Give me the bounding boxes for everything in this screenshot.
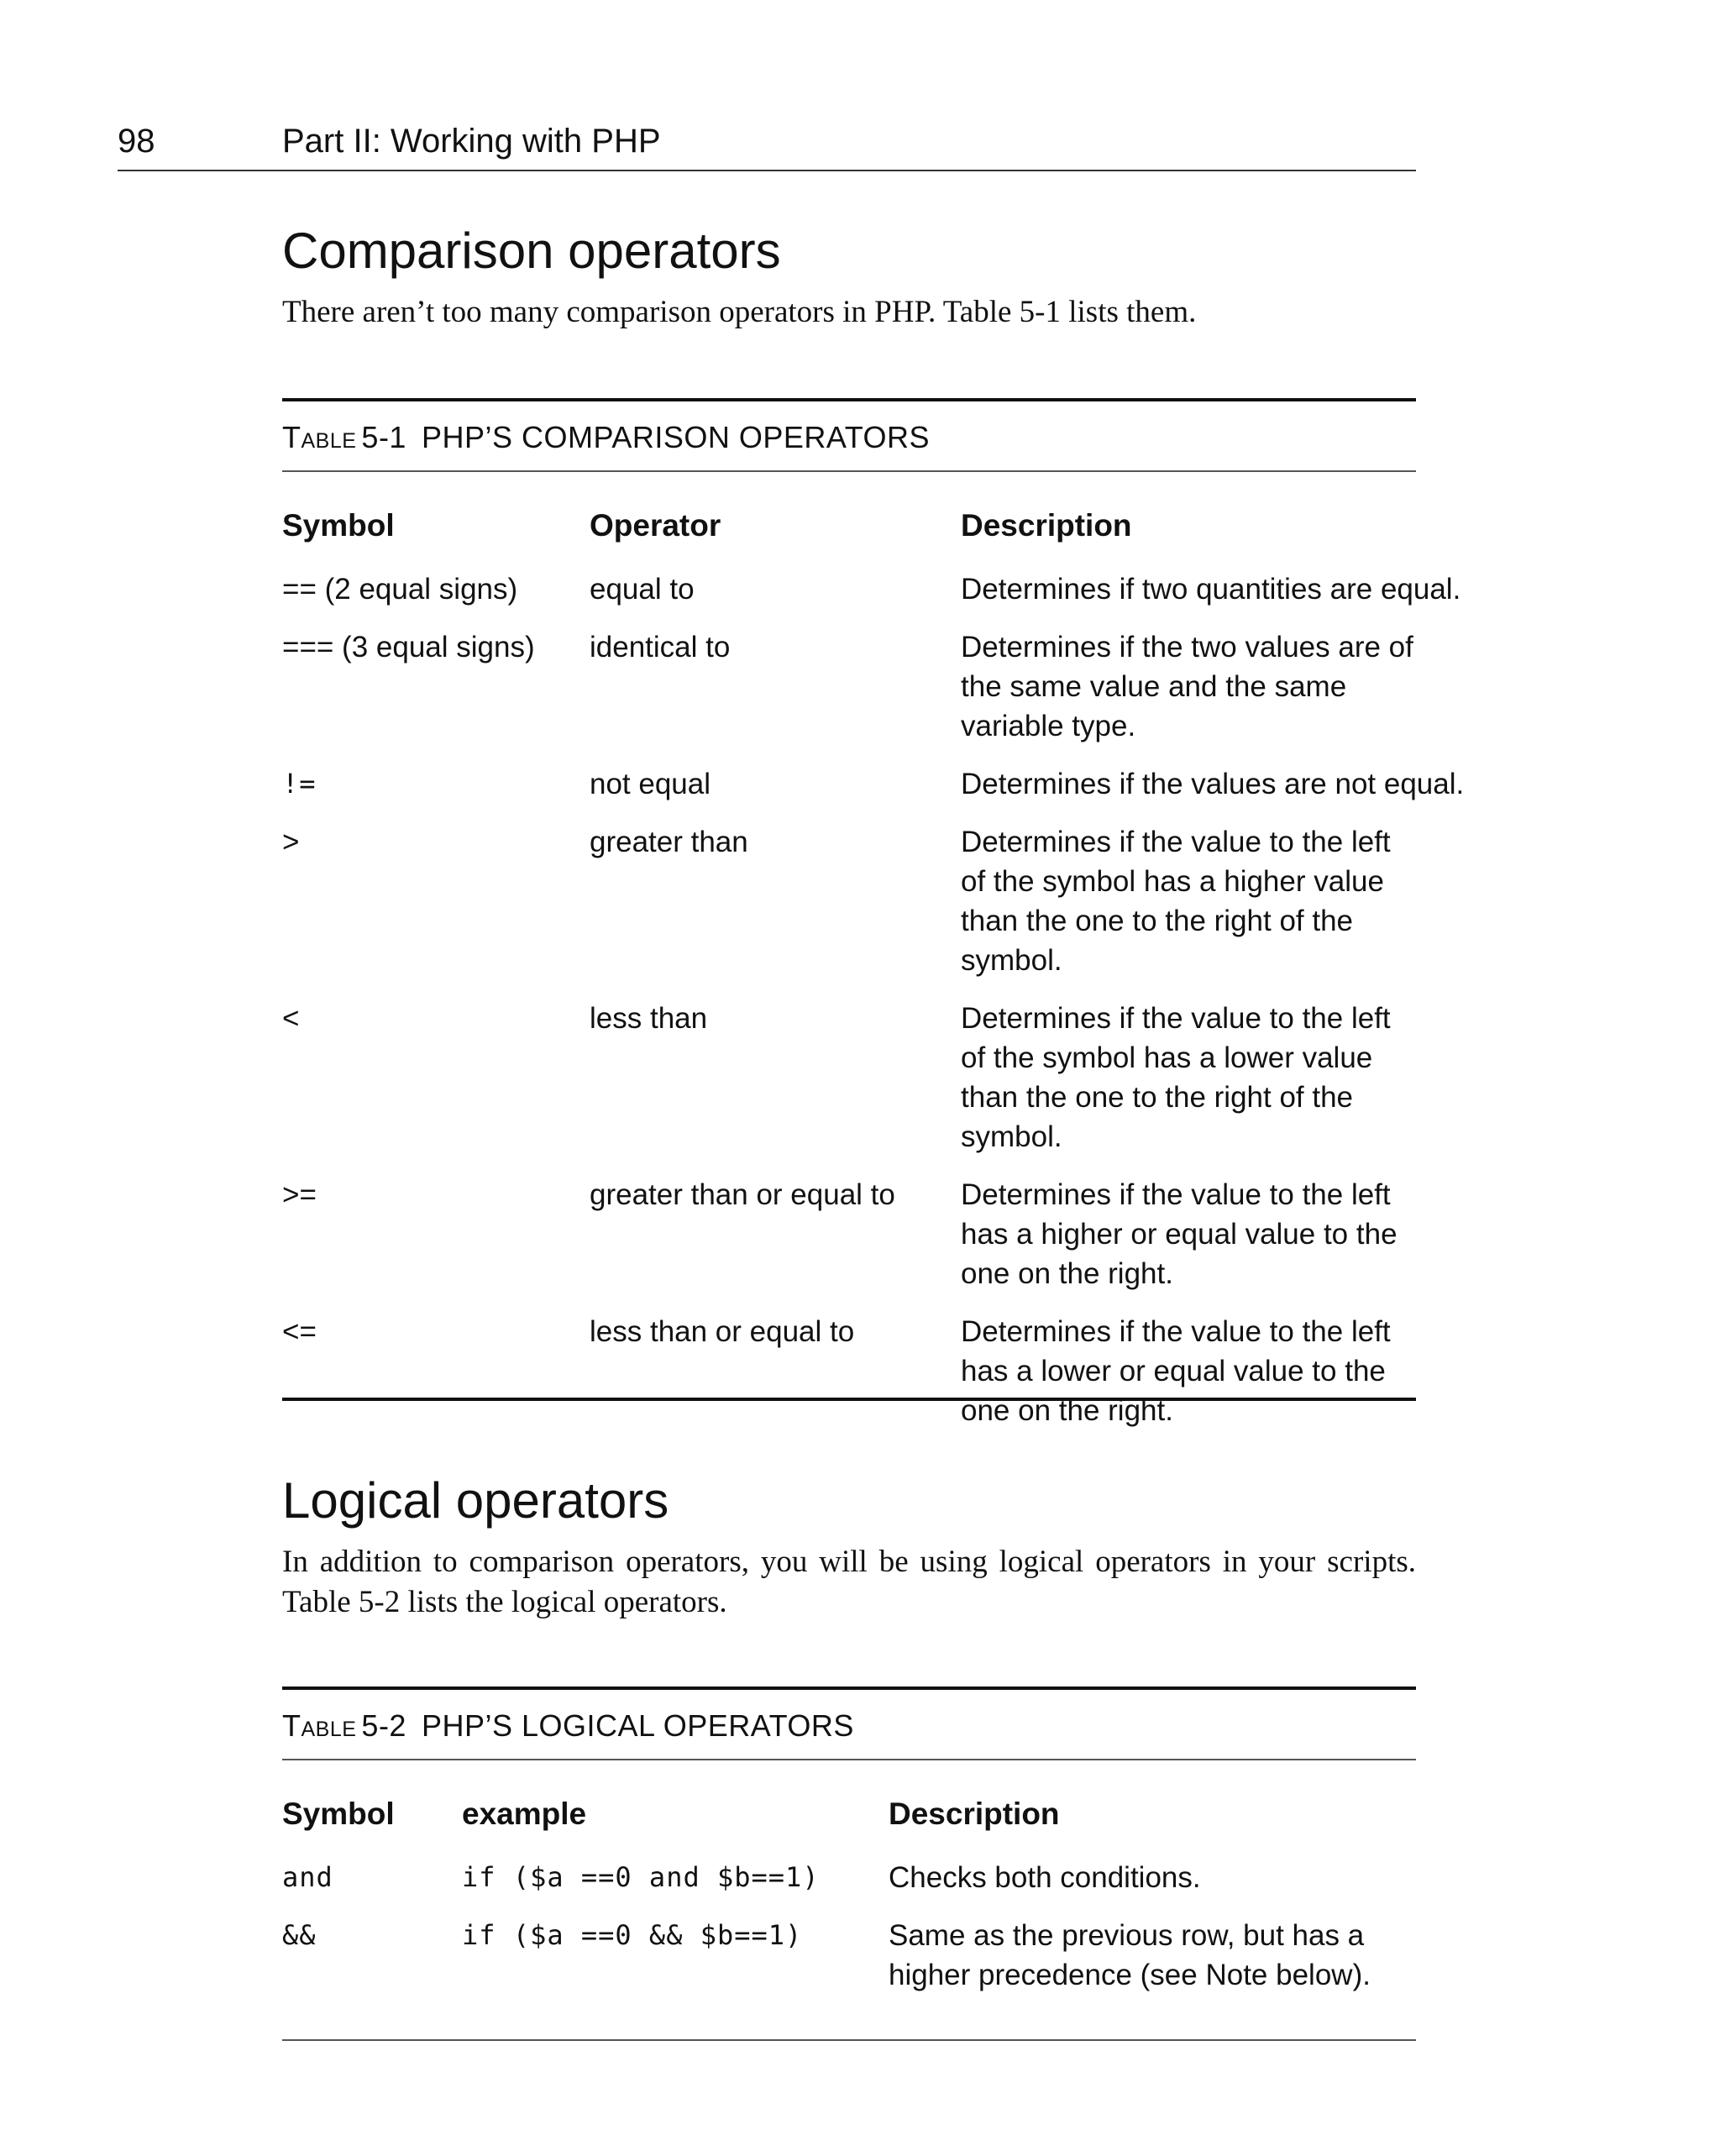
table-comparison-operators [282,398,1465,1449]
table-caption-number: 5-1 [361,420,406,454]
cell-operator: greater than or equal to [590,1178,895,1211]
running-header [118,116,1416,171]
table-row [282,1858,1416,1916]
table-caption [282,401,1416,470]
table-row [282,999,1416,1175]
running-title: Part II: Working with PHP [282,123,661,160]
cell-operator: less than [590,1002,708,1035]
cell-operator: less than or equal to [590,1315,855,1348]
cell-operator: identical to [590,631,731,664]
table-body [282,472,1465,1449]
column-header-description: Description [889,1797,1060,1831]
cell-symbol: >= [282,1178,317,1211]
table-row [282,1175,1416,1312]
cell-description: Determines if the two values are of the same value and the same variable type. [961,631,1413,742]
table-caption-label: Table [282,1708,357,1743]
cell-symbol: && [282,1919,317,1951]
cell-operator: not equal [590,768,711,800]
cell-operator: equal to [590,573,695,606]
cell-symbol: != [282,768,317,800]
cell-symbol: == (2 equal signs) [282,573,518,606]
cell-symbol: <= [282,1315,317,1348]
table-bottom-rule [282,1398,1416,1401]
table-caption [282,1690,1416,1759]
table-row [282,627,1416,764]
section-heading: Logical operators [282,1472,669,1529]
table-caption-title: PHP’S LOGICAL OPERATORS [421,1708,854,1743]
table-header-row [282,472,1416,569]
table-caption-label: Table [282,420,357,454]
table-caption-number: 5-2 [361,1708,406,1743]
table-header-row [282,1760,1416,1858]
cell-example: if ($a ==0 && $b==1) [462,1919,803,1951]
column-header-description: Description [961,508,1132,543]
cell-description: Determines if the value to the left of the symbol has a higher value than the one to the right of the symbol. [961,826,1391,977]
table-body [282,1760,1416,2013]
table-row [282,1916,1416,2013]
cell-example: if ($a ==0 and $b==1) [462,1861,820,1893]
section-intro: In addition to comparison operators, you will be using logical operators in your scripts. Table 5-2 lists the logical operators. [282,1545,1416,1619]
section-heading: Comparison operators [282,223,781,279]
cell-description: Checks both conditions. [889,1861,1201,1894]
cell-symbol: < [282,1002,300,1035]
cell-description: Determines if two quantities are equal. [961,573,1461,606]
cell-description: Determines if the value to the left of the symbol has a lower value than the one to the right of the symbol. [961,1002,1391,1153]
table-row [282,1312,1416,1449]
table-row [282,764,1416,822]
table-logical-operators [282,1687,1416,2013]
table-row [282,822,1416,999]
table-row [282,569,1416,627]
cell-description: Determines if the value to the left has a lower or equal value to the one on the right. [961,1315,1391,1427]
cell-symbol: > [282,826,300,858]
cell-description: Same as the previous row, but has a higher precedence (see Note below). [889,1919,1371,1991]
section-intro: There aren’t too many comparison operators in PHP. Table 5-1 lists them. [282,295,1197,329]
column-header-symbol: Symbol [282,508,395,543]
section-logical [282,1471,1416,1623]
cell-symbol: === (3 equal signs) [282,631,535,664]
cell-description: Determines if the values are not equal. [961,768,1465,800]
column-header-symbol: Symbol [282,1797,395,1831]
section-comparison [282,222,1416,333]
cell-operator: greater than [590,826,748,858]
table-bottom-rule [282,2039,1416,2041]
cell-symbol: and [282,1861,333,1893]
table-caption-title: PHP’S COMPARISON OPERATORS [421,420,931,454]
page-number: 98 [118,123,155,160]
column-header-operator: Operator [590,508,721,543]
column-header-example: example [462,1797,587,1831]
cell-description: Determines if the value to the left has a higher or equal value to the one on the right. [961,1178,1398,1290]
